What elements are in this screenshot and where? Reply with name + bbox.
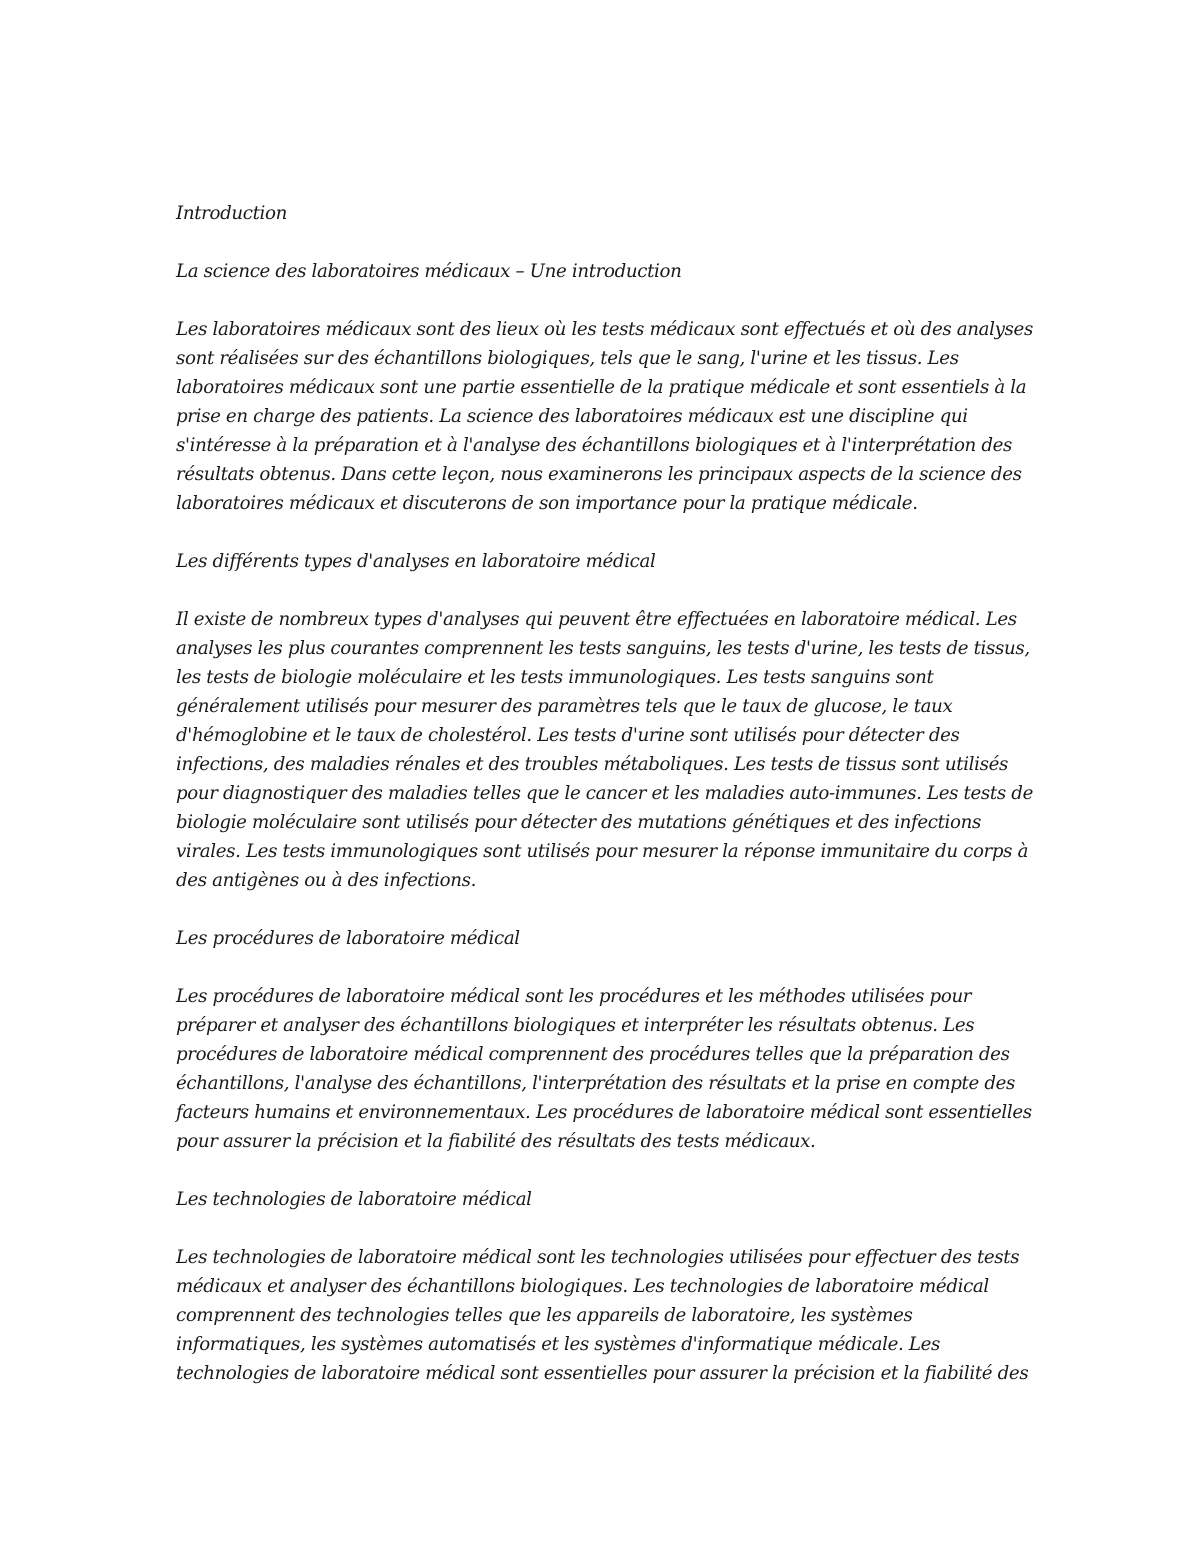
document-title: La science des laboratoires médicaux – Une introduction [176,261,682,282]
heading-introduction: Introduction [176,203,287,224]
heading-analysis-types: Les différents types d'analyses en laboratoire médical [176,551,656,572]
paragraph-intro: Les laboratoires médicaux sont des lieux où les tests médicaux sont effectués et où des analyses sont réalisées sur des échantillons biologiques, tels que le sang, l'urine et les tissus. Les laboratoires médicaux sont une partie essentielle de la pratique médicale et sont essentiels à la prise en charge des patients. La science des laboratoires médicaux est une discipline qui s'intéresse à la préparation et à l'analyse des échantillons biologiques et à l'interprétation des résultats obtenus. Dans cette leçon, nous examinerons les principaux aspects de la science des laboratoires médicaux et discuterons de son importance pour la pratique médicale. [176,319,1033,514]
paragraph-procedures: Les procédures de laboratoire médical sont les procédures et les méthodes utilisées pour préparer et analyser des échantillons biologiques et interpréter les résultats obtenus. Les procédures de laboratoire médical comprennent des procédures telles que la préparation des échantillons, l'analyse des échantillons, l'interprétation des résultats et la prise en compte des facteurs humains et environnementaux. Les procédures de laboratoire médical sont essentielles pour assurer la précision et la fiabilité des résultats des tests médicaux. [176,986,1032,1152]
heading-technologies: Les technologies de laboratoire médical [176,1189,532,1210]
heading-procedures: Les procédures de laboratoire médical [176,928,520,949]
document-body [176,199,1036,1388]
paragraph-analysis-types: Il existe de nombreux types d'analyses qui peuvent être effectuées en laboratoire médical. Les analyses les plus courantes comprennent les tests sanguins, les tests d'urine, les tests de tissus, les tests de biologie moléculaire et les tests immunologiques. Les tests sanguins sont généralement utilisés pour mesurer des paramètres tels que le taux de glucose, le taux d'hémoglobine et le taux de cholestérol. Les tests d'urine sont utilisés pour détecter des infections, des maladies rénales et des troubles métaboliques. Les tests de tissus sont utilisés pour diagnostiquer des maladies telles que le cancer et les maladies auto-immunes. Les tests de biologie moléculaire sont utilisés pour détecter des mutations génétiques et des infections virales. Les tests immunologiques sont utilisés pour mesurer la réponse immunitaire du corps à des antigènes ou à des infections. [176,609,1033,891]
paragraph-technologies: Les technologies de laboratoire médical sont les technologies utilisées pour effectuer des tests médicaux et analyser des échantillons biologiques. Les technologies de laboratoire médical comprennent des technologies telles que les appareils de laboratoire, les systèmes informatiques, les systèmes automatisés et les systèmes d'informatique médicale. Les technologies de laboratoire médical sont essentielles pour assurer la précision et la fiabilité des [176,1247,1029,1384]
